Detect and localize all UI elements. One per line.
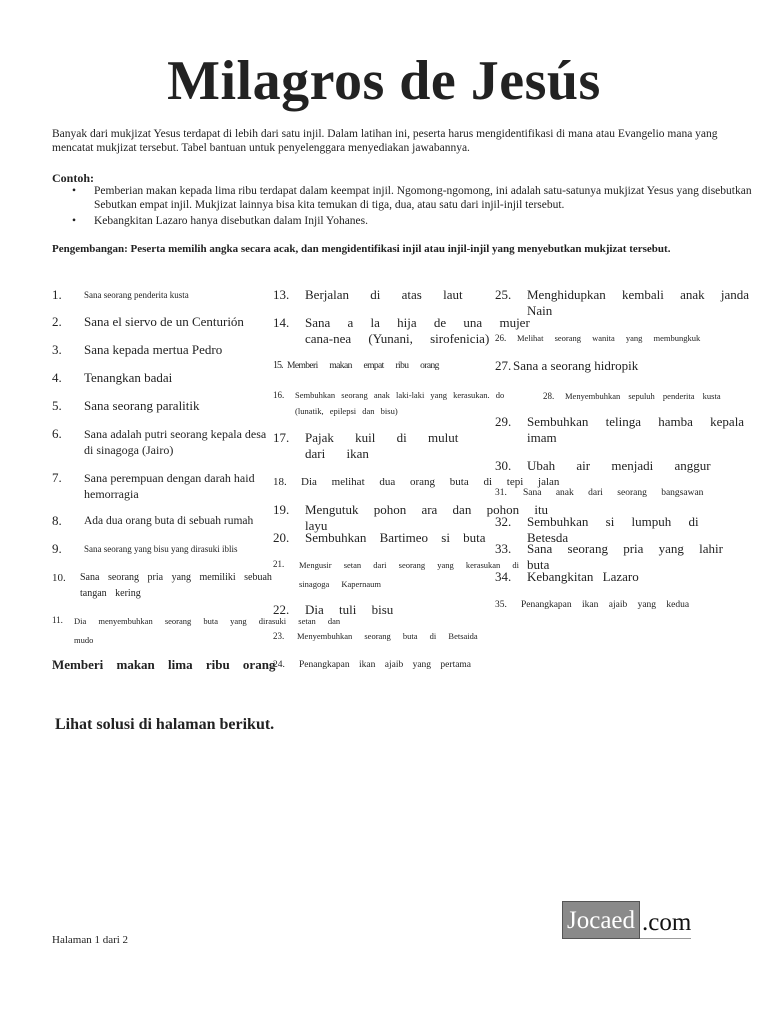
jocaed-logo [562,901,691,939]
page-title: Milagros de Jesús [167,50,601,112]
logo-domain-text: .com [640,901,691,939]
intro-paragraph: Banyak dari mukjizat Yesus terdapat di lebih dari satu injil. Dalam latihan ini, peserta harus mengidentifikasi di mana atau Evangelio mana yang mencatat mukjizat tersebut. Tabel bantuan untuk penyelenggara menyediakan jawabannya. [52,128,718,154]
development-instruction: Pengembangan: Peserta memilih angka secara acak, dan mengidentifikasi injil atau injil-injil yang menyebutkan mukjizat tersebut. [52,243,671,255]
page-footer: Halaman 1 dari 2 [52,934,129,946]
example-label: Contoh: [52,171,95,185]
bullet-item: • Pemberian makan kepada lima ribu terdapat dalam keempat injil. Ngomong-ngomong, ini adalah satu-satunya mukjizat Yesus yang disebutkan Sebutkan empat injil. Mukjizat lainnya bisa kita temukan di tiga, dua, atau satu dari injil-injil tersebut. [52,184,752,212]
miracle-item-bold: Memberi makan lima ribu orang [52,657,276,672]
example-bullets [52,184,752,230]
logo-box-text: Jocaed [562,901,640,939]
see-next-page-note: Lihat solusi di halaman berikut. [55,716,275,733]
bullet-item: • Kebangkitan Lazaro hanya disebutkan dalam Injil Yohanes. [52,214,752,228]
